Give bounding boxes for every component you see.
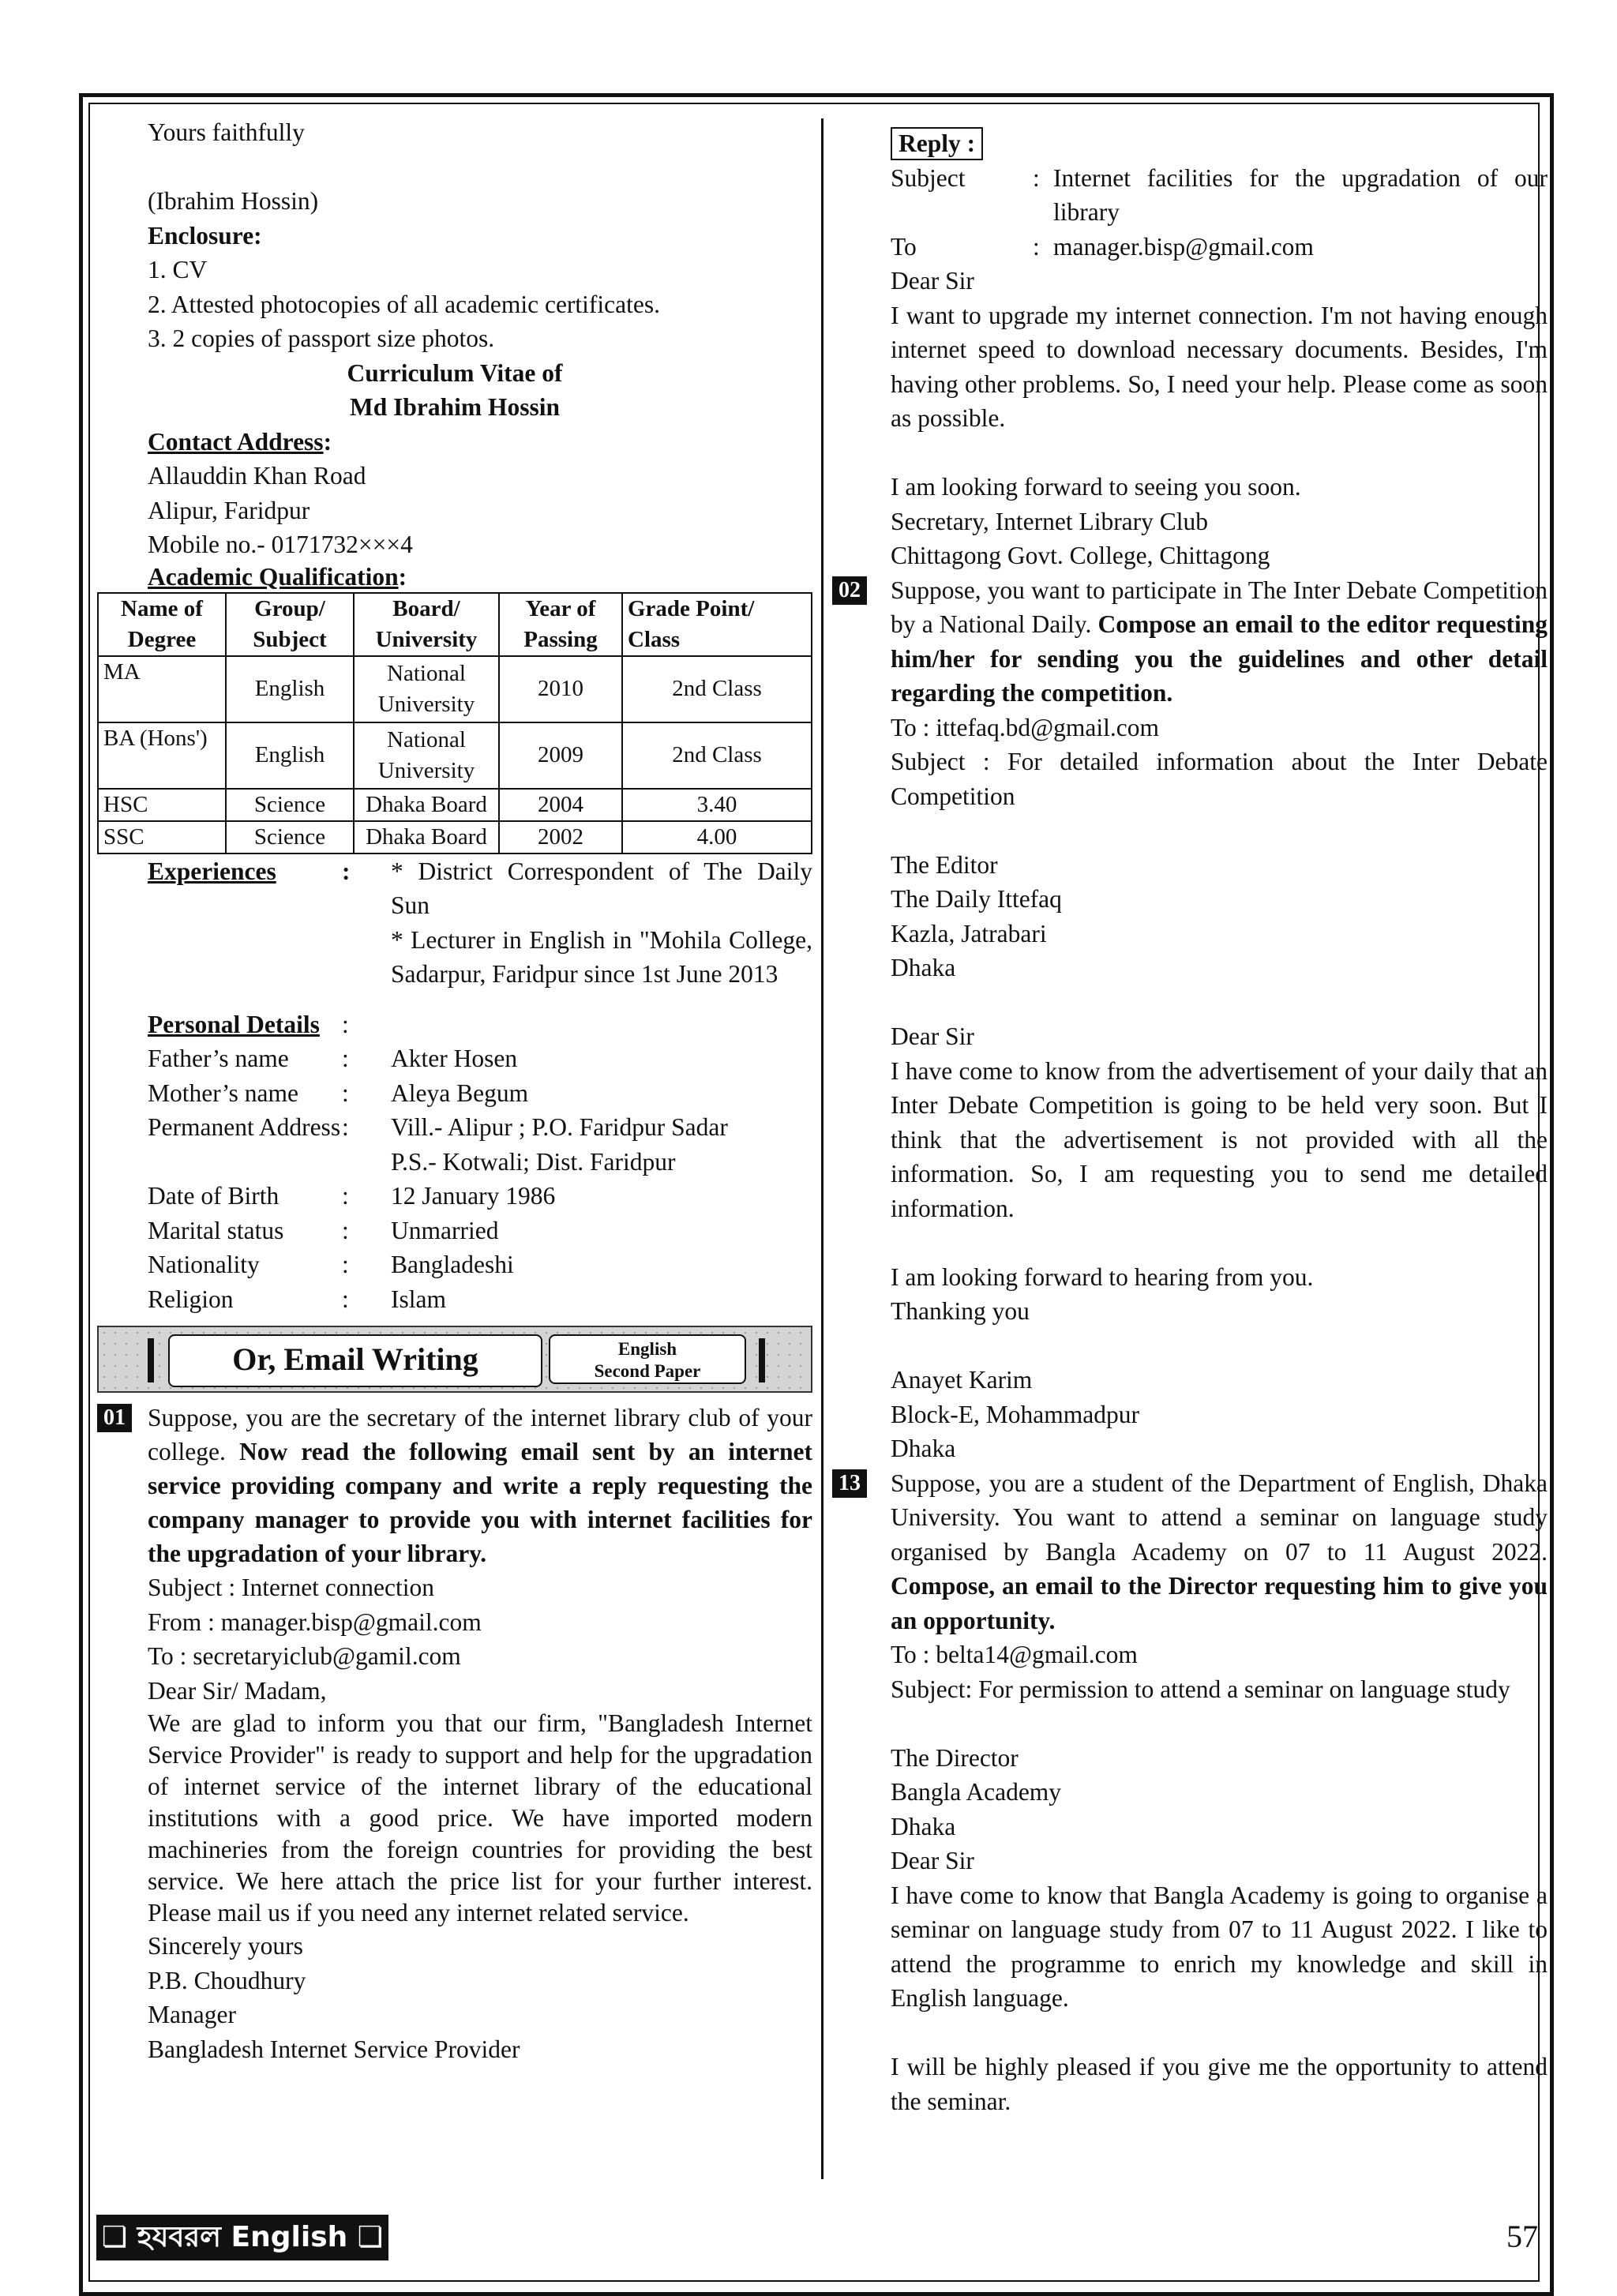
right-column: [832, 126, 1548, 2118]
personal-heading: Personal Details: [148, 1010, 320, 1038]
question-prompt: Suppose, you are the secretary of the internet library club of your college.: [148, 1404, 812, 1465]
enclosure-item: 3. 2 copies of passport size photos.: [148, 325, 495, 352]
personal-details-row: [97, 1007, 812, 1042]
personal-key: Mother’s name: [148, 1079, 298, 1107]
address-line: The Editor: [891, 850, 998, 879]
table-row: [98, 656, 812, 722]
reply-to-value: manager.bisp@gmail.com: [1053, 232, 1314, 261]
table-header: Board/ University: [354, 593, 499, 656]
email-closing: Thanking you: [891, 1297, 1030, 1325]
signature-line: Anayet Karim: [891, 1366, 1033, 1394]
colon: :: [1033, 232, 1040, 261]
personal-row: [97, 1076, 812, 1111]
personal-key: Permanent Address: [148, 1113, 341, 1141]
experiences-heading: Experiences: [148, 857, 276, 885]
question-instruction: Compose, an email to the Director requesting him to give you an opportunity.: [891, 1572, 1548, 1634]
table-header: Grade Point/ Class: [622, 593, 812, 656]
letter-closing: Yours faithfully: [148, 118, 305, 146]
table-cell: Dhaka Board: [354, 789, 499, 821]
email-closing: I am looking forward to hearing from you.: [891, 1262, 1314, 1291]
reply-signer: Secretary, Internet Library Club: [891, 507, 1209, 535]
email-to: To : secretaryiclub@gamil.com: [148, 1642, 461, 1670]
table-cell: 4.00: [622, 821, 812, 853]
experiences-list: [391, 854, 812, 992]
experiences-row: [97, 854, 812, 992]
address-line: Dhaka: [891, 954, 956, 981]
table-header: Name of Degree: [98, 593, 226, 656]
personal-row: [97, 1110, 812, 1179]
personal-value: Unmarried: [391, 1216, 499, 1244]
reply-subject-text: Internet facilities for the upgradation of our library: [1053, 163, 1548, 226]
table-cell: HSC: [98, 789, 226, 821]
personal-key: Date of Birth: [148, 1182, 280, 1210]
table-cell: Science: [226, 821, 354, 853]
reply-label: Reply :: [891, 127, 983, 160]
address-line: Alipur, Faridpur: [148, 496, 310, 524]
address-line: Kazla, Jatrabari: [891, 919, 1047, 947]
table-cell: 2009: [499, 722, 622, 789]
table-row: [98, 789, 812, 821]
personal-value: Akter Hosen: [391, 1045, 518, 1072]
question-prompt: Suppose, you are a student of the Department of English, Dhaka University. You want to attend a seminar on language study organised by Bangla Academy on 07 to 11 August 2022.: [891, 1469, 1548, 1566]
banner-bar: [759, 1338, 765, 1382]
personal-row: [97, 1282, 812, 1317]
question-number: 02: [832, 576, 867, 605]
mobile-line: Mobile no.- 0171732×××4: [148, 531, 413, 558]
reply-salutation: Dear Sir: [891, 267, 974, 295]
colon: :: [342, 1285, 349, 1313]
reply-subject-row: [832, 161, 1548, 230]
question-01: [97, 1401, 812, 1570]
colon: :: [342, 1182, 349, 1210]
table-cell: 2nd Class: [622, 656, 812, 722]
question-number: 13: [832, 1469, 867, 1498]
table-header-row: [98, 593, 812, 656]
reply-closing: I am looking forward to seeing you soon.: [891, 473, 1301, 501]
question-13: [832, 1466, 1548, 1638]
left-column: [97, 115, 812, 2066]
colon: :: [342, 1251, 349, 1278]
table-cell: National University: [354, 656, 499, 722]
email-body: I have come to know from the advertisement of your daily that an Inter Debate Competition is going to be held very soon. But I think that the advertisement is not provided with all the information. So, I am requesting you to send me detailed information.: [891, 1056, 1548, 1222]
academic-heading: Academic Qualification:: [148, 562, 407, 591]
table-row: [98, 821, 812, 853]
personal-value: [391, 1110, 812, 1179]
colon: :: [342, 1010, 349, 1038]
table-cell: National University: [354, 722, 499, 789]
personal-key: Father’s name: [148, 1045, 289, 1072]
address-line: The Director: [891, 1743, 1019, 1772]
email-company: Bangladesh Internet Service Provider: [148, 2035, 520, 2063]
address-line: The Daily Ittefaq: [891, 885, 1062, 913]
personal-value: Aleya Begum: [391, 1079, 529, 1107]
section-subtitle: [549, 1334, 746, 1384]
table-header: Year of Passing: [499, 593, 622, 656]
reply-body: I want to upgrade my internet connection. I'm not having enough internet speed to download necessary documents. Besides, I'm having other problems. So, I need your help. Please come as soon as possible.: [891, 301, 1548, 432]
email-body: We are glad to inform you that our firm, "Bangladesh Internet Service Provider" is ready to support and help for the upgradation of internet service of the internet library of the educational institutions with a good price. We have imported modern machineries from the foreign countries for providing the best service. We here attach the price list for your further interest. Please mail us if you need any internet related service.: [148, 1709, 812, 1926]
email-body: I have come to know that Bangla Academy is going to organise a seminar on language study from 07 to 11 August 2022. I like to attend the programme to enrich my knowledge and skill in English language.: [891, 1881, 1548, 2012]
email-salutation: Dear Sir: [891, 1022, 974, 1050]
enclosure-item: 1. CV: [148, 256, 208, 283]
table-header: Group/ Subject: [226, 593, 354, 656]
question-instruction: Now read the following email sent by an internet service providing company and write a reply requesting the company manager to provide you with internet facilities for the upgradation of your library.: [148, 1438, 813, 1567]
personal-key: Marital status: [148, 1216, 284, 1244]
email-subject: Subject : Internet connection: [148, 1574, 435, 1601]
personal-row: [97, 1041, 812, 1076]
reply-subject-key: Subject: [891, 163, 966, 192]
reply-to-row: [832, 230, 1548, 264]
table-cell: 2nd Class: [622, 722, 812, 789]
colon: :: [342, 1216, 349, 1244]
personal-value-line: P.S.- Kotwali; Dist. Faridpur: [391, 1147, 676, 1176]
email-salutation: Dear Sir/ Madam,: [148, 1676, 327, 1705]
email-closing: I will be highly pleased if you give me the opportunity to attend the seminar.: [891, 2053, 1548, 2115]
question-number: 01: [97, 1404, 132, 1432]
personal-value: Islam: [391, 1285, 446, 1313]
publisher-logo: ❏ হযবরল English ❏: [96, 2215, 388, 2260]
personal-value: Bangladeshi: [391, 1251, 514, 1278]
experience-item: * Lecturer in English in "Mohila College, Sadarpur, Faridpur since 1st June 2013: [391, 925, 812, 988]
subtitle-line: English: [617, 1339, 677, 1359]
table-cell: 3.40: [622, 789, 812, 821]
colon: :: [342, 857, 351, 885]
colon: :: [342, 1079, 349, 1107]
address-line: Dhaka: [891, 1812, 956, 1840]
email-closing: Sincerely yours: [148, 1932, 303, 1960]
reply-to-key: To: [891, 232, 917, 261]
personal-row: [97, 1214, 812, 1248]
personal-value: 12 January 1986: [391, 1182, 556, 1210]
table-cell: Science: [226, 789, 354, 821]
qualification-table: [97, 592, 812, 854]
email-to: To : belta14@gmail.com: [891, 1641, 1138, 1668]
email-subject: Subject : For detailed information about the Inter Debate Competition: [891, 748, 1548, 810]
table-cell: SSC: [98, 821, 226, 853]
email-to: To : ittefaq.bd@gmail.com: [891, 713, 1159, 741]
address-line: Allauddin Khan Road: [148, 462, 366, 490]
email-from: From : manager.bisp@gmail.com: [148, 1608, 482, 1636]
table-cell: 2004: [499, 789, 622, 821]
question-02: [832, 573, 1548, 711]
table-cell: 2002: [499, 821, 622, 853]
cv-name: Md Ibrahim Hossin: [349, 393, 561, 421]
column-divider: [821, 118, 824, 2179]
personal-key: Religion: [148, 1285, 234, 1313]
address-line: Bangla Academy: [891, 1778, 1062, 1806]
table-cell: English: [226, 722, 354, 789]
cv-title: Curriculum Vitae of: [347, 358, 563, 387]
personal-value-line: Vill.- Alipur ; P.O. Faridpur Sadar: [391, 1113, 728, 1141]
table-cell: BA (Hons'): [98, 722, 226, 789]
section-banner: [97, 1326, 812, 1393]
contact-heading: Contact Address:: [148, 427, 332, 456]
reply-college: Chittagong Govt. College, Chittagong: [891, 542, 1270, 569]
signature-line: Dhaka: [891, 1435, 956, 1462]
table-row: [98, 722, 812, 789]
personal-row: [97, 1247, 812, 1282]
enclosure-heading: Enclosure:: [148, 221, 262, 249]
colon: :: [1033, 163, 1040, 192]
personal-row: [97, 1179, 812, 1214]
question-prompt: Suppose, you want to participate in The Inter Debate Competition by a National Daily.: [891, 576, 1548, 638]
table-cell: 2010: [499, 656, 622, 722]
reply-subject-value: [1050, 161, 1548, 230]
email-salutation: Dear Sir: [891, 1847, 974, 1874]
reply-label-row: [832, 126, 1548, 161]
subtitle-line: Second Paper: [594, 1361, 701, 1381]
page-number: 57: [1506, 2219, 1538, 2254]
enclosure-item: 2. Attested photocopies of all academic certificates.: [148, 290, 660, 318]
colon: :: [342, 1045, 349, 1072]
banner-bar: [148, 1338, 154, 1382]
table-cell: English: [226, 656, 354, 722]
section-title: Or, Email Writing: [168, 1334, 542, 1387]
email-designation: Manager: [148, 2001, 236, 2028]
table-cell: Dhaka Board: [354, 821, 499, 853]
personal-key: Nationality: [148, 1251, 260, 1278]
experience-item: * District Correspondent of The Daily Sun: [391, 857, 812, 919]
table-cell: MA: [98, 656, 226, 722]
colon: :: [342, 1113, 349, 1141]
question-instruction: Compose an email to the editor requesting him/her for sending you the guidelines and other detail regarding the competition.: [891, 610, 1548, 707]
letter-signature: (Ibrahim Hossin): [148, 187, 319, 215]
email-signer: P.B. Choudhury: [148, 1966, 306, 1994]
signature-line: Block-E, Mohammadpur: [891, 1400, 1139, 1428]
email-subject: Subject: For permission to attend a seminar on language study: [891, 1675, 1510, 1703]
